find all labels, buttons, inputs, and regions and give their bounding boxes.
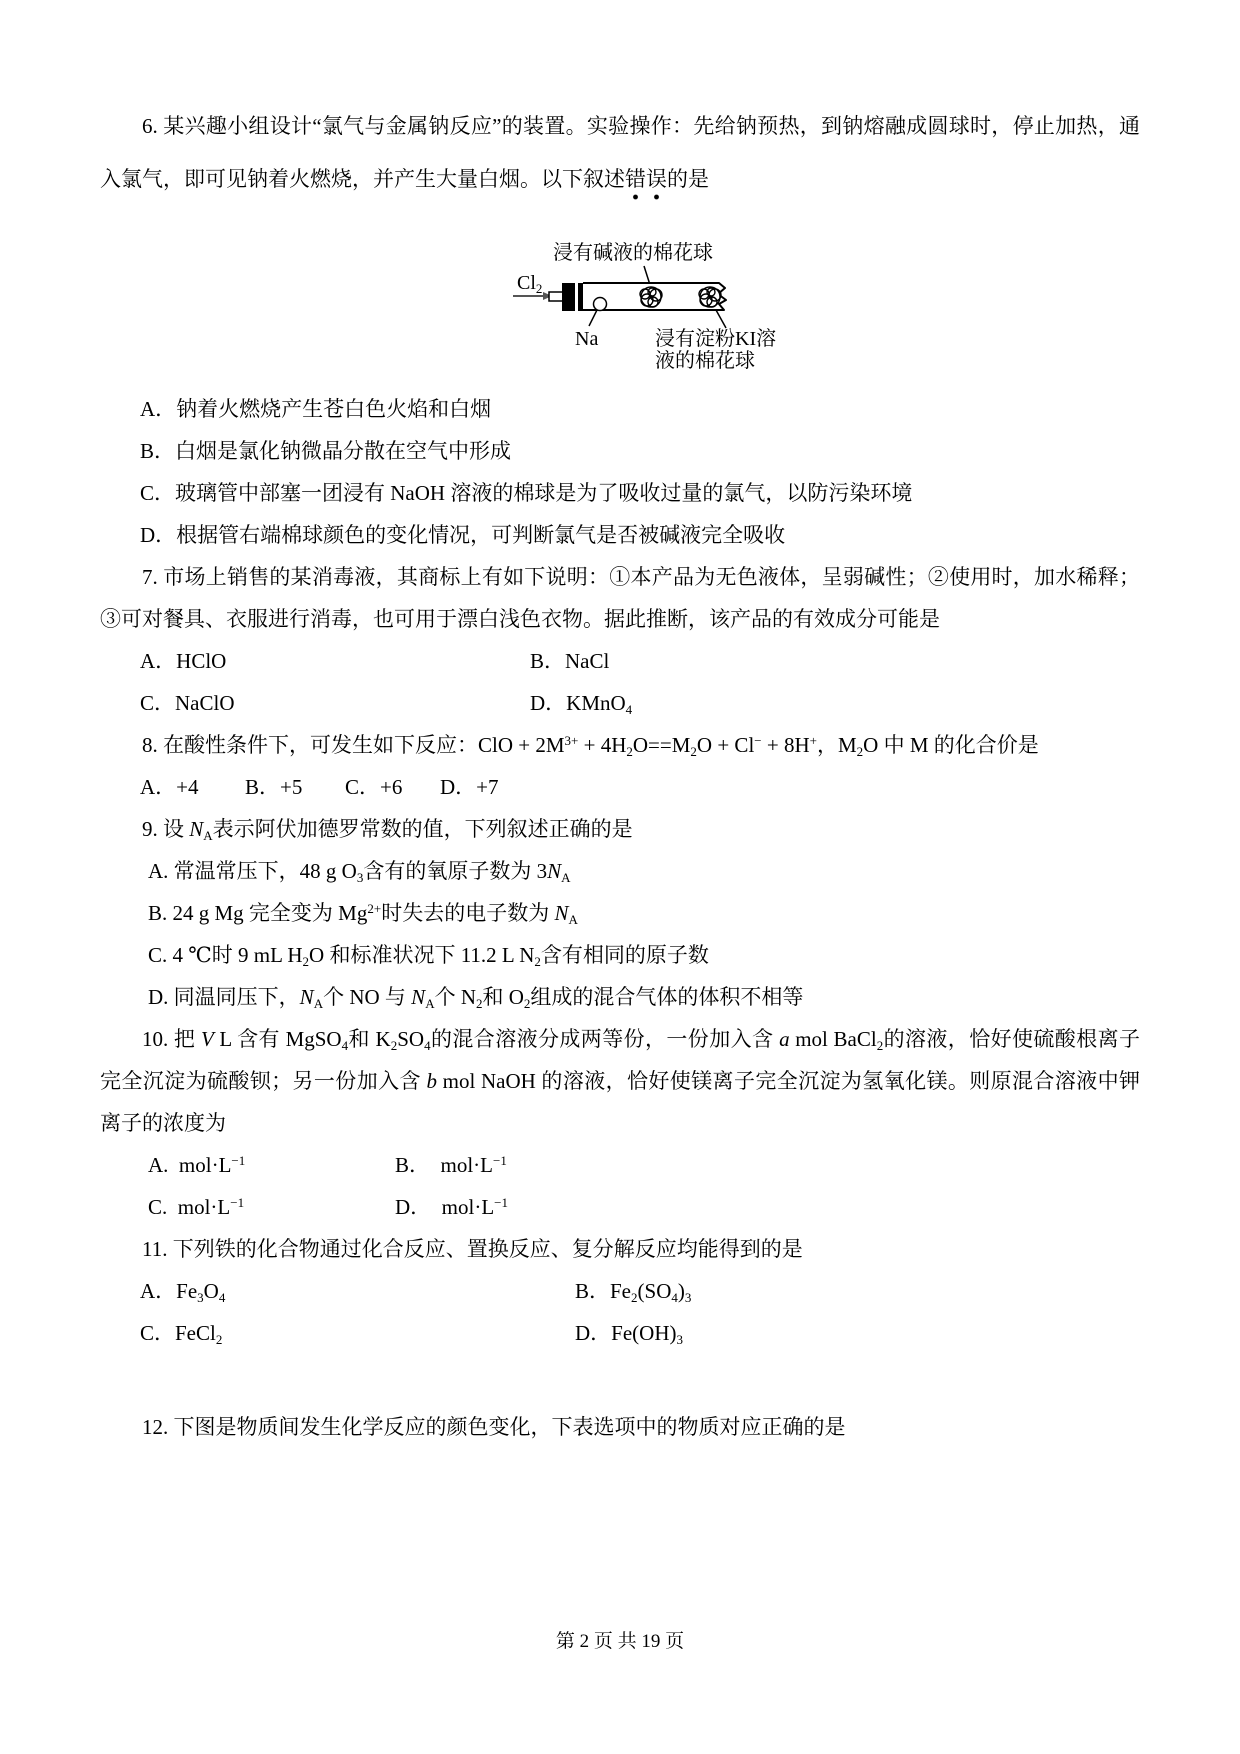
q11-option-c: C．FeCl$_2$: [140, 1321, 223, 1347]
q10-options: [148, 1144, 1140, 1228]
q10-stem: 10. 把 V L 含有 MgSO$_4$和 $K_2SO_4$的混合溶液分成两等份，一份加入含 a mol BaCl$_2$的溶液，恰好使硫酸根离子完全沉淀为硫酸钡；另一份加入含 b mol NaOH 的溶液，恰好使镁离子完全沉淀为氢氧化镁。则原混合溶液中钾离子的浓度为: [100, 1027, 1141, 1135]
q9-option-a: A. 常温常压下，48 g $O_3$含有的氧原子数为 $3N_A$: [148, 859, 571, 885]
q8-stem: 8. 在酸性条件下，可发生如下反应：ClO + $2M^{3+} + 4H_2O==M_2O + Cl^- + 8H^+$，$M_2O$ 中 M 的化合价是: [142, 733, 1039, 759]
q11-options: [140, 1270, 1140, 1354]
q12-stem: 12. 下图是物质间发生化学反应的颜色变化，下表选项中的物质对应正确的是: [142, 1415, 846, 1439]
q10-option-c: C. $mol\cdot L^{-1}$: [148, 1195, 245, 1219]
q6-option-c: C．玻璃管中部塞一团浸有 NaOH 溶液的棉球是为了吸收过量的氯气，以防污染环境: [140, 481, 913, 505]
q6-stem-suffix: 的是: [667, 167, 709, 191]
q8-option-d: D．+7: [440, 775, 499, 799]
diagram-label-na: Na: [575, 328, 599, 350]
diagram-label-alkali-cotton: 浸有碱液的棉花球: [553, 242, 713, 264]
q10-option-a: A. $mol\cdot L^{-1}$: [148, 1153, 246, 1177]
q9-option-c: C. 4 ℃时 9 mL $H_2O$ 和标准状况下 11.2 L $N_2$含有相同的原子数: [148, 943, 709, 969]
q11-option-b: B．$Fe_2(SO_4)_3$: [575, 1279, 692, 1305]
rubber-stopper: [562, 283, 583, 311]
q6-option-d: D．根据管右端棉球颜色的变化情况，可判断氯气是否被碱液完全吸收: [140, 523, 786, 547]
q8-option-c: C．+6: [345, 775, 403, 799]
q7-option-a: A．HClO: [140, 649, 227, 673]
q8-option-b: B．+5: [245, 775, 303, 799]
q7-option-c: C．NaClO: [140, 691, 235, 715]
q6-apparatus-diagram: [505, 242, 775, 374]
cotton-ball-alkali: [640, 287, 662, 307]
leader-line-ki: [716, 310, 726, 328]
diagram-label-ki-line2: 液的棉花球: [655, 350, 755, 372]
q11-option-d: D．$Fe(OH)_3$: [575, 1321, 683, 1347]
q6-option-b: B．白烟是氯化钠微晶分散在空气中形成: [140, 439, 512, 463]
leader-line-na: [589, 310, 597, 326]
q8-options: [140, 766, 1140, 808]
diagram-label-ki-line1: 浸有淀粉KI溶: [655, 328, 777, 350]
q9-option-b: B. 24 g Mg 完全变为 $Mg^{2+}$时失去的电子数为 $N_A$: [148, 901, 578, 927]
q9-stem: 9. 设 $N_A$表示阿伏加德罗常数的值，下列叙述正确的是: [142, 817, 633, 843]
q9-option-d: D. 同温同压下，$N_A$个 NO 与 $N_A$个 $N_2$和 $O_2$组成的混合气体的体积不相等: [148, 985, 804, 1011]
page-number: 第 2 页 共 19 页: [555, 1631, 685, 1652]
diagram-label-cl2: $Cl_2$: [517, 272, 543, 296]
q6-stem-emphasized-word: 错误: [625, 167, 667, 201]
q7-stem: 7. 市场上销售的某消毒液，其商标上有如下说明：①本产品为无色液体，呈弱碱性；②使用时，加水稀释；③可对餐具、衣服进行消毒，也可用于漂白浅色衣物。据此推断，该产品的有效成分可能是: [100, 565, 1140, 631]
q11-option-a: A．$Fe_3O_4$: [140, 1279, 226, 1305]
q6-option-a: A．钠着火燃烧产生苍白色火焰和白烟: [140, 397, 492, 421]
q10-option-d: D． $mol\cdot L^{-1}$: [395, 1195, 508, 1219]
q8-option-a: A．+4: [140, 775, 199, 799]
q11-stem: 11. 下列铁的化合物通过化合反应、置换反应、复分解反应均能得到的是: [142, 1237, 803, 1261]
q6-stem: [100, 100, 1140, 206]
q7-option-d: D．KMnO$_4$: [530, 691, 633, 717]
sodium-ball: [594, 298, 607, 311]
q7-options: [140, 640, 1140, 724]
inlet-tube: [549, 292, 563, 301]
q10-option-b: B． $mol\cdot L^{-1}$: [395, 1153, 507, 1177]
q7-option-b: B．NaCl: [530, 649, 610, 673]
q6-stem-text: 6. 某兴趣小组设计“氯气与金属钠反应”的装置。实验操作：先给钠预热，到钠熔融成圆球时，停止加热，通入氯气，即可见钠着火燃烧，并产生大量白烟。以下叙述: [100, 114, 1140, 191]
cotton-ball-ki: [699, 287, 721, 307]
